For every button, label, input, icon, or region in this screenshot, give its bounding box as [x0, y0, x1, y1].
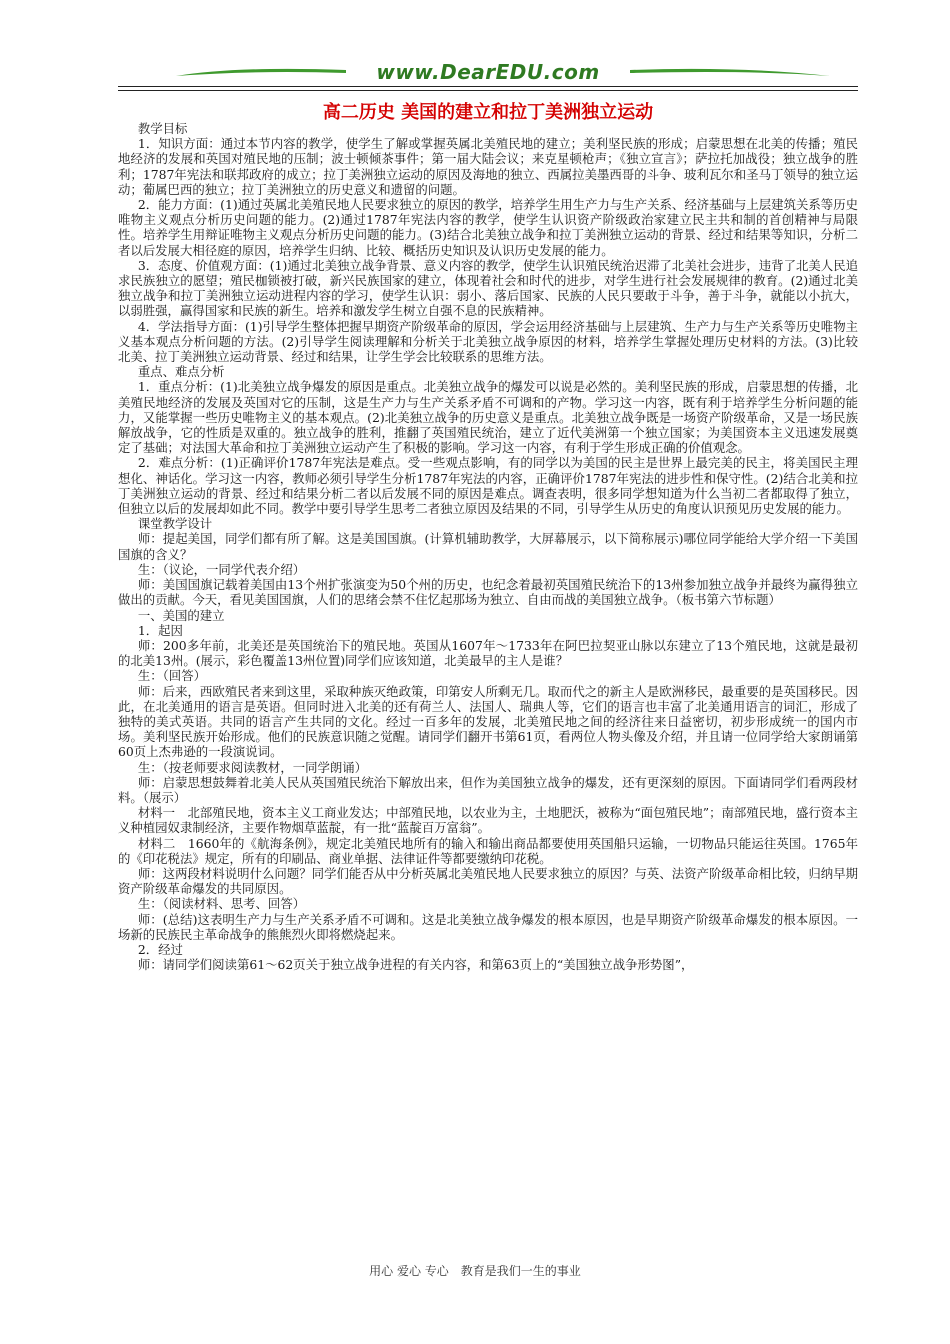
paragraph: 生：（阅读材料、思考、回答） — [137, 896, 306, 912]
paragraph: 师：后来，西欧殖民者来到这里，采取种族灭绝政策，印第安人所剩无几。取而代之的新主人是欧洲移民，最重要的是英国移民。因此，在北美通用的语言是英语。但同时进入北美的还有荷兰人、法国人、瑞典人等，它们的语言也丰富了北美通用语言的词汇，形成了独特的美式英语。共同的语言产生共同的文化。经过一百多年的发展，北美殖民地之间的经济往来日益密切，初步形成统一的国内市场。美利坚民族开始形成。他们的民族意识随之觉醒。请同学们翻开书第61页，看两位人物头像及介绍，并且请一位同学给大家朗诵第60页上杰弗逊的一段演说词。 — [118, 683, 858, 760]
section-heading: 一、美国的建立 — [137, 607, 225, 623]
paragraph: 师：(总结)这表明生产力与生产关系矛盾不可调和。这是北美独立战争爆发的根本原因，也是早期资产阶级革命爆发的根本原因。一场新的民族民主革命战争的熊熊烈火即将燃烧起来。 — [118, 911, 858, 942]
paragraph: 师：请同学们阅读第61～62页关于独立战争进程的有关内容，和第63页上的“美国独立战争形势图”， — [137, 957, 694, 973]
paragraph: 师：这两段材料说明什么问题？同学们能否从中分析英属北美殖民地人民要求独立的原因？与英、法资产阶级革命相比较，归纳早期资产阶级革命爆发的共同原因。 — [118, 865, 858, 897]
site-logo: www.DearEDU.com — [376, 60, 600, 84]
paragraph: 3．态度、价值观方面：(1)通过北美独立战争背景、意义内容的教学，使学生认识殖民统治迟滞了北美社会进步，违背了北美人民追求民族独立的愿望；殖民枷锁被打破，新兴民族国家的建立，体现着社会和时代的进步，对学生进行社会发展规律的教育。(2)通过北美独立战争和拉丁美洲独立运动进程内容的学习，使学生认识：弱小、落后国家、民族的人民只要敢于斗争，善于斗争，就能以小抗大，以弱胜强，赢得国家和民族的新生。培养和激发学生树立自强不息的民族精神。 — [118, 257, 858, 319]
paragraph: 2．能力方面：(1)通过英属北美殖民地人民要求独立的原因的教学，培养学生用生产力与生产关系、经济基础与上层建筑关系等历史唯物主义观点分析历史问题的能力。(2)通过1787年宪法内容的教学，使学生认识资产阶级政治家建立民主共和制的首创精神与局限性。培养学生用辩证唯物主义观点分析历史问题的能力。(3)结合北美独立战争和拉丁美洲独立运动的背景、经过和结果等知识，分析二者以后发展大相径庭的原因，培养学生归纳、比较、概括历史知识及认识历史发展的能力。 — [118, 197, 858, 258]
paragraph: 生：（按老师要求阅读教材，一同学朗诵） — [137, 759, 368, 775]
paragraph: 1．重点分析：(1)北美独立战争爆发的原因是重点。北美独立战争的爆发可以说是必然的。美利坚民族的形成，启蒙思想的传播，北美殖民地经济的发展及英国对它的压制，这是生产力与生产关系矛盾不可调和的产物。学习这一内容，既有利于培养学生分析问题的能力，又能掌握一些历史唯物主义的基本观点。(2)北美独立战争的历史意义是重点。北美独立战争既是一场资产阶级革命，又是一场民族解放战争，它的性质是双重的。独立战争的胜利，推翻了英国殖民统治，建立了近代美洲第一个独立国家；为美国资本主义迅速发展奠定了基础；对法国大革命和拉丁美洲独立运动产生了积极的影响。学习这一内容，有利于学生形成正确的价值观念。 — [118, 379, 858, 456]
document-title: 高二历史 美国的建立和拉丁美洲独立运动 — [322, 102, 654, 123]
section-heading: 2．经过 — [137, 941, 183, 957]
document-body — [118, 121, 858, 972]
section-heading: 课堂教学设计 — [137, 516, 213, 532]
header-rule-top — [118, 86, 858, 87]
paragraph: 生：（回答） — [137, 668, 206, 684]
section-heading: 1．起因 — [137, 622, 183, 638]
paragraph: 2．难点分析：(1)正确评价1787年宪法是难点。受一些观点影响，有的同学以为美国的民主是世界上最完美的民主，将美国民主理想化、神话化。学习这一内容，教师必须引导学生分析1787年宪法的内容，正确评价1787年宪法的进步性和保守性。(2)结合北美和拉丁美洲独立运动的背景、经过和结果分析二者以后发展不同的原因是难点。调查表明，很多同学想知道为什么当初二者都取得了独立，但独立以后的发展却如此不同。教学中要引导学生思考二者独立原因及结果的不同，引导学生从历史的角度认识预见历史发展的能力。 — [118, 455, 858, 517]
section-heading: 重点、难点分析 — [137, 364, 225, 380]
paragraph: 师：200多年前，北美还是英国统治下的殖民地。英国从1607年～1733年在阿巴拉契亚山脉以东建立了13个殖民地，这就是最初的北美13州。(展示，彩色覆盖13州位置)同学们应该知道，北美最早的主人是谁？ — [118, 637, 858, 669]
section-heading: 教学目标 — [137, 121, 188, 136]
paragraph: 师：提起美国，同学们都有所了解。这是美国国旗。(计算机辅助教学，大屏幕展示，以下简称展示)哪位同学能给大学介绍一下美国国旗的含义？ — [118, 531, 858, 562]
paragraph: 4．学法指导方面：(1)引导学生整体把握早期资产阶级革命的原因，学会运用经济基础与上层建筑、生产力与生产关系等历史唯物主义基本观点分析问题的方法。(2)引导学生阅读理解和分析关于北美独立战争原因的材料，培养学生掌握处理历史材料的方法。(3)比较北美、拉丁美洲独立运动背景、经过和结果，让学生学会比较联系的思维方法。 — [118, 318, 858, 365]
paragraph: 材料二 1660年的《航海条例》，规定北美殖民地所有的输入和输出商品都要使用英国船只运输，一切物品只能运往英国。1765年的《印花税法》规定，所有的印刷品、商业单据、法律证件等都要缴纳印花税。 — [118, 835, 858, 866]
paragraph: 1．知识方面：通过本节内容的教学，使学生了解或掌握英属北美殖民地的建立；美利坚民族的形成；启蒙思想在北美的传播；殖民地经济的发展和英国对殖民地的压制；波士顿倾茶事件；第一届大陆会议；来克星顿枪声；《独立宣言》；萨拉托加战役；独立战争的胜利；1787年宪法和联邦政府的成立；拉丁美洲独立运动的原因及海地的独立、西属拉美墨西哥的斗争、玻利瓦尔和圣马丁领导的独立运动；葡属巴西的独立；拉丁美洲独立的历史意义和遗留的问题。 — [118, 136, 858, 197]
page-footer: 用心 爱心 专心 教育是我们一生的事业 — [369, 1264, 581, 1278]
paragraph: 生：（议论，一同学代表介绍） — [137, 561, 306, 577]
paragraph: 师：美国国旗记载着美国由13个州扩张演变为50个州的历史，也纪念着最初英国殖民统治下的13州参加独立战争并最终为赢得独立做出的贡献。今天，看见美国国旗，人们的思绪会禁不住忆起那场为独立、自由而战的美国独立战争。（板书第六节标题） — [118, 577, 858, 608]
paragraph: 材料一 北部殖民地，资本主义工商业发达；中部殖民地，以农业为主，土地肥沃，被称为“面包殖民地”；南部殖民地，盛行资本主义种植园奴隶制经济，主要作物烟草蓝靛，有一批“蓝靛百万富翁”。 — [118, 805, 858, 836]
paragraph: 师：启蒙思想鼓舞着北美人民从英国殖民统治下解放出来，但作为美国独立战争的爆发，还有更深刻的原因。下面请同学们看两段材料。（展示） — [118, 774, 858, 805]
site-header — [118, 52, 858, 98]
header-rule-bottom — [118, 90, 858, 91]
